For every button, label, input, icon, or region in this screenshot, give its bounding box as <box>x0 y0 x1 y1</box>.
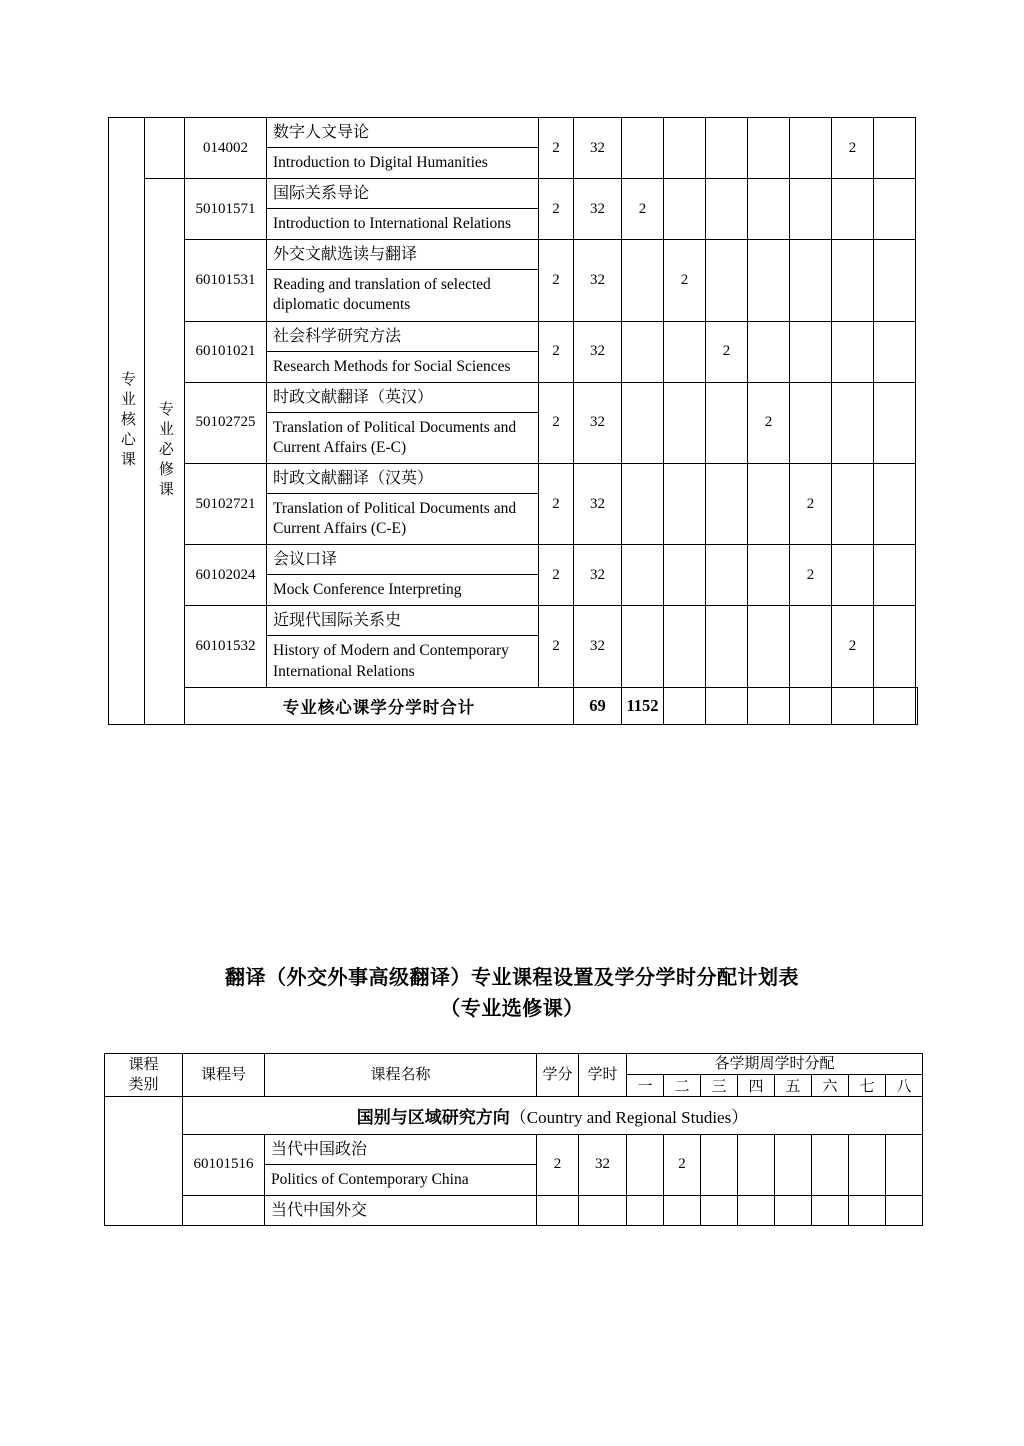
elective-table-wrapper <box>0 1053 1024 1446</box>
semester-6 <box>832 463 874 544</box>
semester-7 <box>874 382 916 463</box>
table-row <box>109 606 918 687</box>
semester-2 <box>664 463 706 544</box>
course-name-cn: 外交文献选读与翻译 <box>267 240 538 270</box>
semester-3 <box>706 545 748 606</box>
semester-3: 2 <box>706 321 748 382</box>
header-semester-7: 七 <box>849 1074 886 1096</box>
course-credits: 2 <box>539 321 574 382</box>
course-hours: 32 <box>574 545 622 606</box>
semester-6 <box>832 179 874 240</box>
semester-2 <box>664 545 706 606</box>
header-course-code: 课程号 <box>183 1054 265 1097</box>
semester-5 <box>790 606 832 687</box>
course-code: 60102024 <box>185 545 267 606</box>
course-code <box>183 1195 265 1225</box>
semester-2 <box>664 179 706 240</box>
table-row <box>109 463 918 544</box>
course-name-en: Reading and translation of selected diplomatic documents <box>273 276 491 314</box>
course-code: 60101516 <box>183 1134 265 1195</box>
course-name-cn: 近现代国际关系史 <box>267 606 538 636</box>
course-name-en: Introduction to Digital Humanities <box>273 154 488 171</box>
semester-1 <box>627 1134 664 1195</box>
course-name <box>267 463 539 544</box>
course-name <box>267 606 539 687</box>
course-credits: 2 <box>539 118 574 179</box>
core-total-blank-3 <box>748 687 790 724</box>
course-hours: 32 <box>574 382 622 463</box>
course-code: 60101532 <box>185 606 267 687</box>
semester-7 <box>874 179 916 240</box>
section-title-line-2: （专业选修课） <box>440 998 584 1020</box>
header-course-name: 课程名称 <box>265 1054 537 1097</box>
course-name-cn: 时政文献翻译（汉英） <box>267 464 538 494</box>
semester-4 <box>738 1134 775 1195</box>
core-total-hours: 1152 <box>622 687 664 724</box>
semester-6 <box>832 545 874 606</box>
course-name <box>265 1195 537 1225</box>
semester-6 <box>812 1134 849 1195</box>
semester-7 <box>874 463 916 544</box>
course-name <box>267 240 539 321</box>
semester-5 <box>775 1195 812 1225</box>
course-credits: 2 <box>537 1134 579 1195</box>
header-hours: 学时 <box>579 1054 627 1097</box>
course-name-cn: 当代中国外交 <box>271 1201 368 1219</box>
semester-1: 2 <box>622 179 664 240</box>
course-name-cn: 会议口译 <box>267 545 538 575</box>
course-hours: 32 <box>574 321 622 382</box>
semester-7 <box>849 1134 886 1195</box>
core-total-blank-2 <box>706 687 748 724</box>
core-total-row <box>109 687 918 724</box>
semester-1 <box>622 321 664 382</box>
semester-7 <box>874 606 916 687</box>
semester-4 <box>748 606 790 687</box>
semester-1 <box>622 606 664 687</box>
course-hours: 32 <box>574 240 622 321</box>
core-total-blank-7 <box>916 687 918 724</box>
semester-2 <box>664 118 706 179</box>
semester-5: 2 <box>790 463 832 544</box>
core-course-table <box>108 117 918 725</box>
semester-6 <box>812 1195 849 1225</box>
semester-6: 2 <box>832 118 874 179</box>
semester-8 <box>886 1134 923 1195</box>
semester-3 <box>706 606 748 687</box>
table-row <box>109 545 918 606</box>
table-row <box>109 179 918 240</box>
course-hours: 32 <box>579 1134 627 1195</box>
semester-5 <box>790 118 832 179</box>
course-code: 60101021 <box>185 321 267 382</box>
core-total-label: 专业核心课学分学时合计 <box>185 687 574 724</box>
semester-5 <box>775 1134 812 1195</box>
category-spacer-cell <box>145 118 185 179</box>
table-row <box>109 240 918 321</box>
core-total-blank-4 <box>790 687 832 724</box>
course-name-en: Research Methods for Social Sciences <box>273 357 511 375</box>
course-name <box>267 545 539 606</box>
course-code: 50102725 <box>185 382 267 463</box>
semester-5 <box>790 321 832 382</box>
course-credits <box>537 1195 579 1225</box>
course-name-en: History of Modern and Contemporary International Relations <box>273 642 509 680</box>
semester-1 <box>622 545 664 606</box>
course-credits: 2 <box>539 179 574 240</box>
course-code: 50101571 <box>185 179 267 240</box>
course-name-en: Mock Conference Interpreting <box>273 581 462 599</box>
semester-4 <box>748 179 790 240</box>
direction-label-cn: 国别与区域研究方向 <box>356 1107 510 1127</box>
course-name-cn: 数字人文导论 <box>267 118 538 148</box>
section-title-line-1: 翻译（外交外事高级翻译）专业课程设置及学分学时分配计划表 <box>225 967 799 989</box>
category-required-label: 专业必修课 <box>145 179 185 725</box>
header-semester-4: 四 <box>738 1074 775 1096</box>
semester-4 <box>748 118 790 179</box>
section-title <box>0 963 1024 1025</box>
semester-3 <box>706 463 748 544</box>
header-category-line-1: 课程 <box>128 1056 159 1074</box>
semester-6 <box>832 240 874 321</box>
course-code: 50102721 <box>185 463 267 544</box>
course-credits: 2 <box>539 545 574 606</box>
header-semester-2: 二 <box>664 1074 701 1096</box>
header-semester-5: 五 <box>775 1074 812 1096</box>
header-semester-8: 八 <box>886 1074 923 1096</box>
semester-1 <box>622 382 664 463</box>
core-total-blank-1 <box>664 687 706 724</box>
semester-1 <box>627 1195 664 1225</box>
semester-3 <box>706 240 748 321</box>
course-credits: 2 <box>539 463 574 544</box>
semester-2 <box>664 1195 701 1225</box>
header-semester-6: 六 <box>812 1074 849 1096</box>
semester-5 <box>790 179 832 240</box>
table-row <box>105 1134 923 1195</box>
course-name-cn: 当代中国政治 <box>265 1135 536 1165</box>
semester-2 <box>664 606 706 687</box>
table-header-row <box>105 1054 923 1075</box>
course-hours: 32 <box>574 463 622 544</box>
semester-7 <box>874 118 916 179</box>
semester-4 <box>748 240 790 321</box>
course-code: 014002 <box>185 118 267 179</box>
semester-3 <box>706 118 748 179</box>
direction-label-cell <box>183 1096 923 1134</box>
course-name-cn: 时政文献翻译（英汉） <box>267 383 538 413</box>
semester-3 <box>706 179 748 240</box>
semester-3 <box>706 382 748 463</box>
course-name-en: Politics of Contemporary China <box>271 1170 469 1188</box>
course-name <box>265 1134 537 1195</box>
semester-2 <box>664 382 706 463</box>
semester-4 <box>748 321 790 382</box>
table-row <box>105 1195 923 1225</box>
semester-3 <box>701 1134 738 1195</box>
course-name-en: Introduction to International Relations <box>273 215 512 233</box>
course-credits: 2 <box>539 240 574 321</box>
course-code: 60101531 <box>185 240 267 321</box>
course-hours: 32 <box>574 179 622 240</box>
course-name-en: Translation of Political Documents and Current Affairs (E-C) <box>273 418 517 456</box>
semester-6 <box>832 382 874 463</box>
semester-5: 2 <box>790 545 832 606</box>
semester-5 <box>790 382 832 463</box>
semester-7 <box>874 545 916 606</box>
header-category <box>105 1054 183 1097</box>
course-hours: 32 <box>574 118 622 179</box>
course-hours <box>579 1195 627 1225</box>
category-core-label: 专业核心课 <box>109 118 145 725</box>
core-total-credits: 69 <box>574 687 622 724</box>
header-category-line-2: 类别 <box>128 1075 159 1093</box>
course-name <box>267 382 539 463</box>
course-name-cn: 国际关系导论 <box>267 179 538 209</box>
course-credits: 2 <box>539 382 574 463</box>
semester-6 <box>832 321 874 382</box>
header-semester-1: 一 <box>627 1074 664 1096</box>
semester-7 <box>874 240 916 321</box>
semester-7 <box>874 321 916 382</box>
core-total-blank-6 <box>874 687 916 724</box>
course-name-cn: 社会科学研究方法 <box>267 322 538 352</box>
semester-1 <box>622 118 664 179</box>
course-name-en: Translation of Political Documents and Current Affairs (C-E) <box>273 499 517 538</box>
semester-2 <box>664 321 706 382</box>
elective-category-cell <box>105 1096 183 1225</box>
table-row <box>109 382 918 463</box>
semester-1 <box>622 240 664 321</box>
semester-5 <box>790 240 832 321</box>
header-credits: 学分 <box>537 1054 579 1097</box>
semester-4 <box>748 545 790 606</box>
direction-label-en: （Country and Regional Studies） <box>509 1107 749 1127</box>
course-name <box>267 179 539 240</box>
course-name <box>267 118 539 179</box>
course-credits: 2 <box>539 606 574 687</box>
semester-3 <box>701 1195 738 1225</box>
course-hours: 32 <box>574 606 622 687</box>
core-total-blank-5 <box>832 687 874 724</box>
semester-8 <box>886 1195 923 1225</box>
semester-2: 2 <box>664 240 706 321</box>
semester-6: 2 <box>832 606 874 687</box>
semester-4: 2 <box>748 382 790 463</box>
semester-2: 2 <box>664 1134 701 1195</box>
semester-1 <box>622 463 664 544</box>
header-semester-3: 三 <box>701 1074 738 1096</box>
semester-7 <box>849 1195 886 1225</box>
semester-4 <box>748 463 790 544</box>
table-row <box>109 321 918 382</box>
semester-4 <box>738 1195 775 1225</box>
direction-group-row <box>105 1096 923 1134</box>
table-row <box>109 118 918 179</box>
course-name <box>267 321 539 382</box>
elective-course-table <box>104 1053 923 1226</box>
header-semester-group: 各学期周学时分配 <box>627 1054 923 1075</box>
